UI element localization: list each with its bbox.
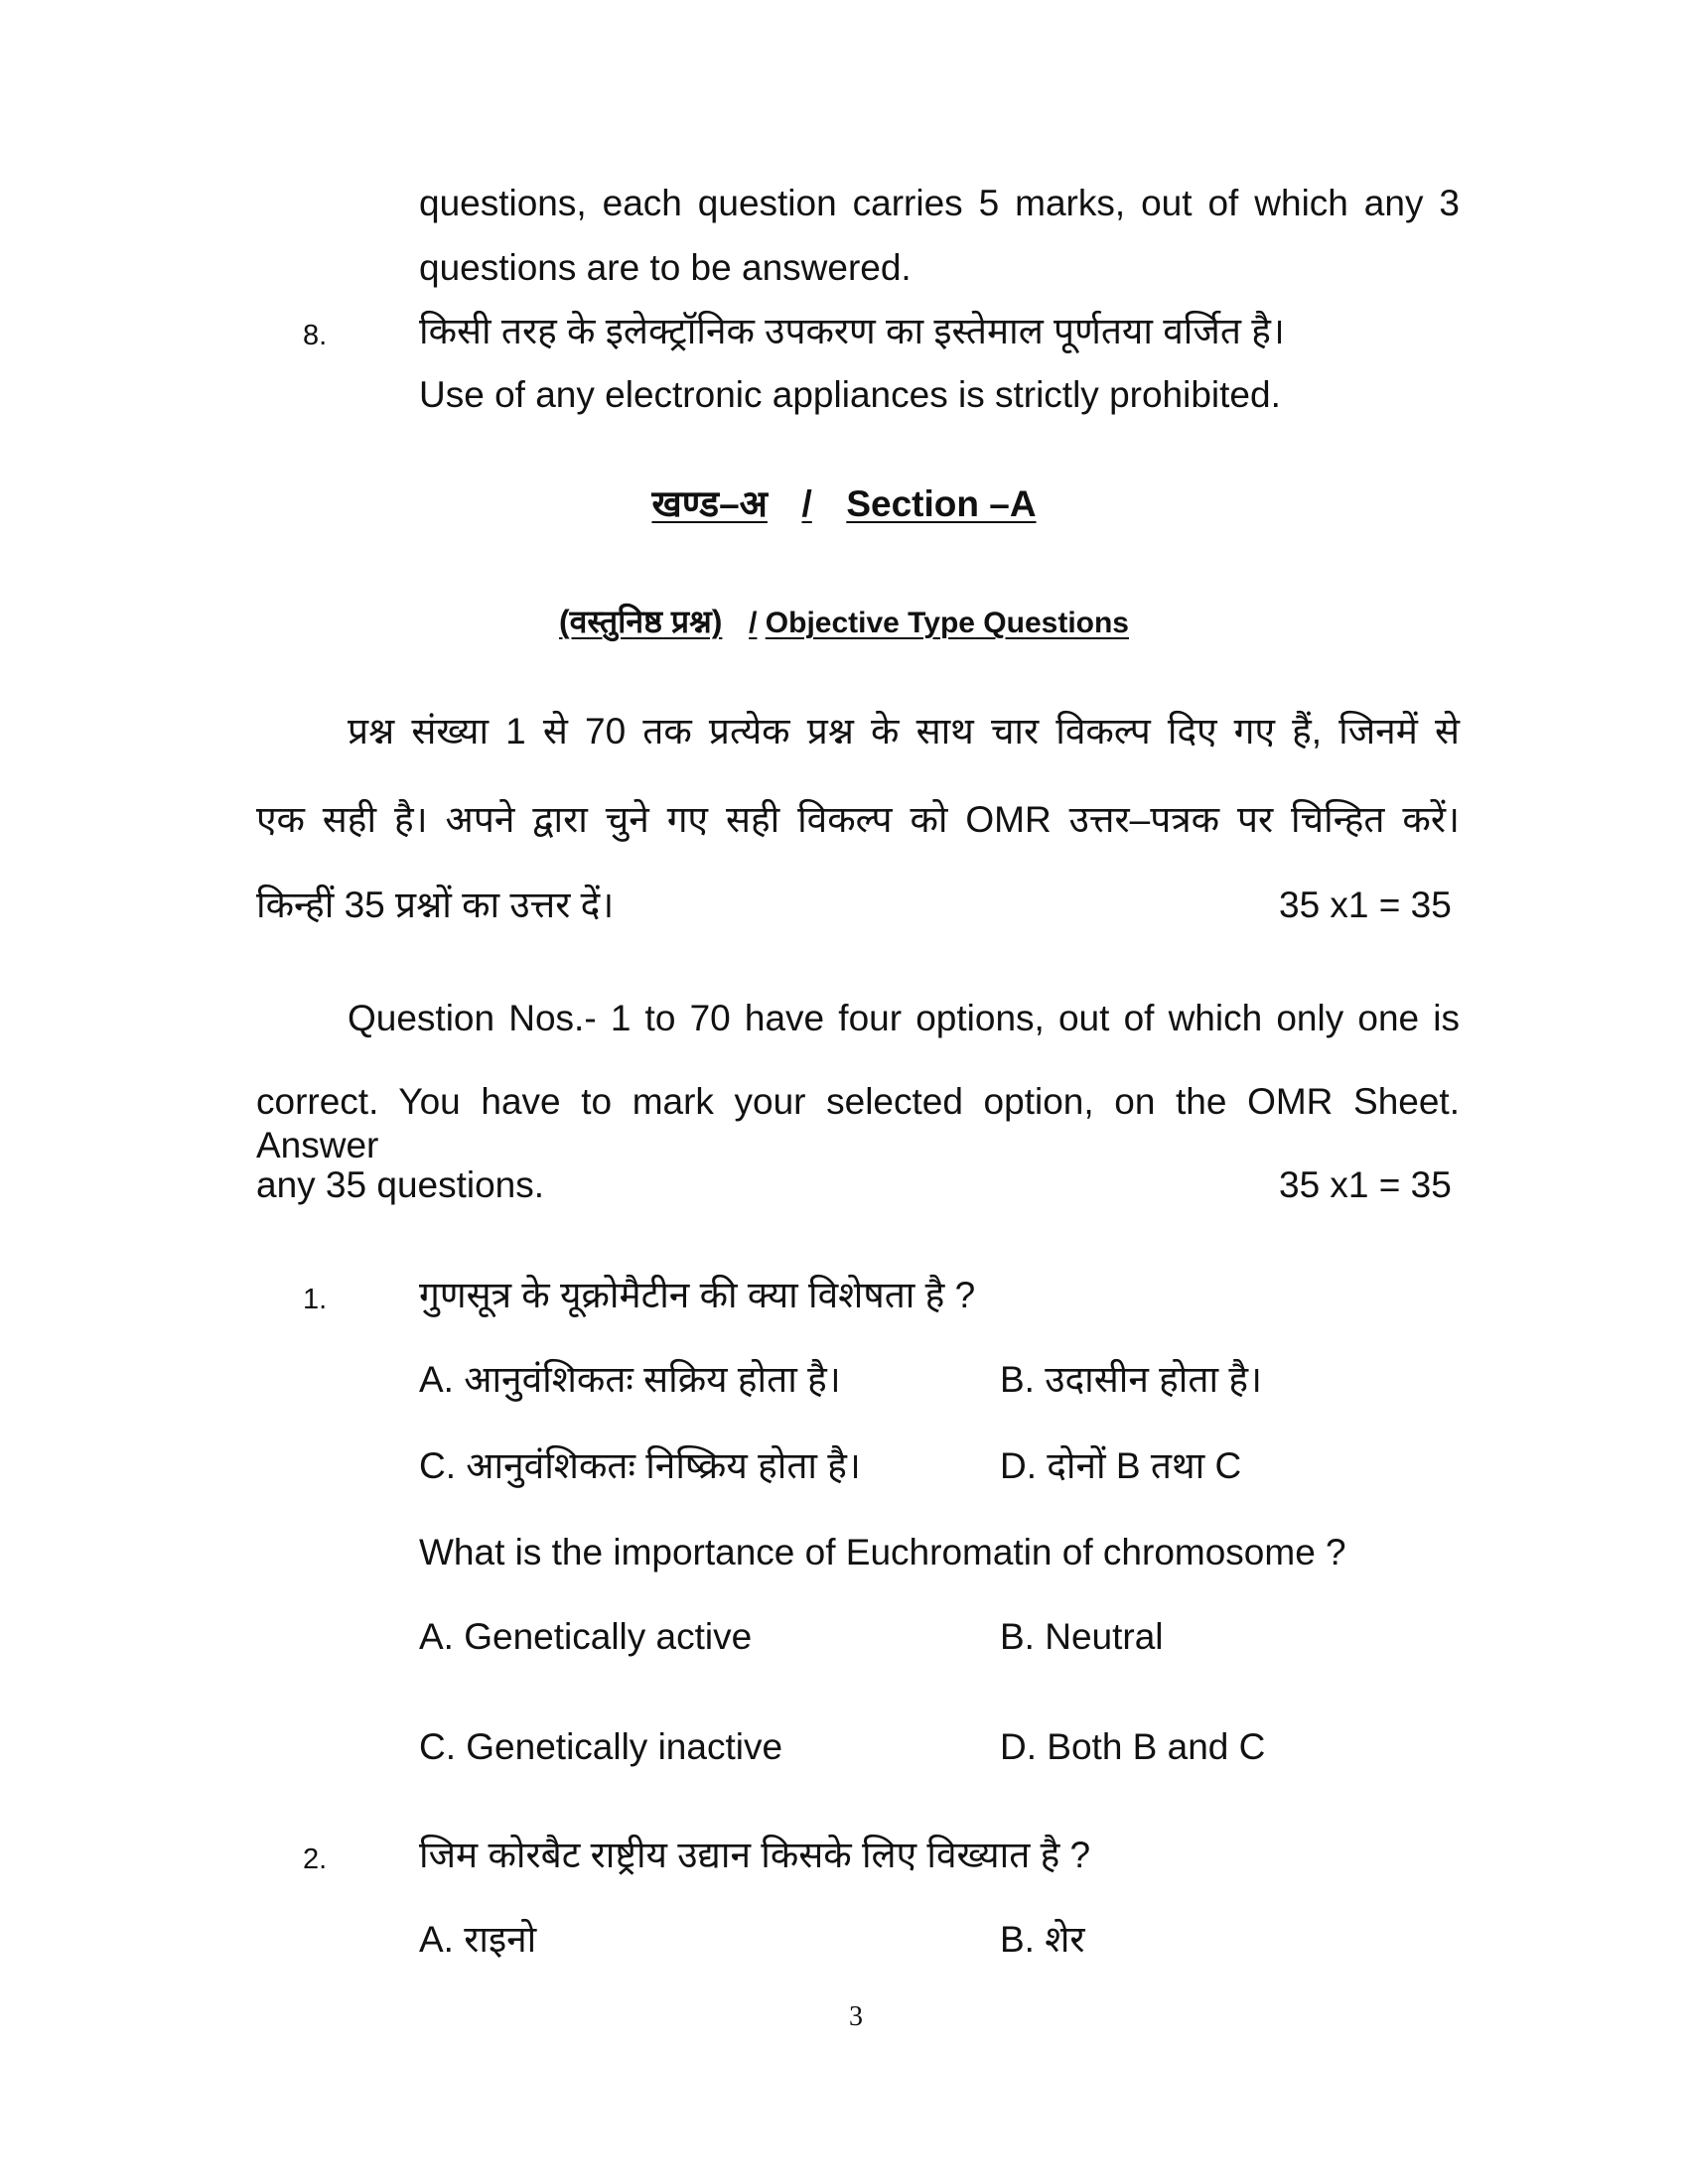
instruction-hindi: किसी तरह के इलेक्ट्रॉनिक उपकरण का इस्तेमाल पूर्णतया वर्जित है। [419,311,1285,351]
option-b-hindi: B. उदासीन होता है। [1000,1359,1263,1400]
section-title-hindi: खण्ड–अ [651,483,768,524]
instruction-continuation-line1: questions, each question carries 5 marks, out of which any 3 [419,183,1460,223]
section-title [0,482,1688,526]
directions-english-line2: correct. You have to mark your selected option, on the OMR Sheet. Answer [256,1081,1460,1165]
page-number: 3 [849,2001,863,2032]
option-a-english: A. Genetically active [419,1616,753,1657]
section-subtitle [0,600,1688,645]
option-c-english: C. Genetically inactive [419,1726,783,1767]
option-d-english: D. Both B and C [1000,1726,1266,1767]
question-text-english: What is the importance of Euchromatin of chromosome ? [419,1532,1346,1572]
option-d-hindi: D. दोनों B तथा C [1000,1445,1242,1486]
section-title-separator: / [801,483,812,524]
option-c-hindi: C. आनुवंशिकतः निष्क्रिय होता है। [419,1445,861,1486]
section-subtitle-english: Objective Type Questions [765,607,1129,639]
directions-english-marks: 35 x1 = 35 [1279,1164,1452,1205]
question-text-hindi: जिम कोरबैट राष्ट्रीय उद्यान किसके लिए विख्यात है ? [419,1835,1091,1875]
section-subtitle-hindi: (वस्तुनिष्ठ प्रश्न) [558,604,723,639]
question-number: 2. [303,1843,328,1875]
directions-english-line1: Question Nos.- 1 to 70 have four options, out of which only one is [348,998,1460,1038]
question-text-hindi: गुणसूत्र के यूक्रोमैटीन की क्या विशेषता है ? [419,1275,976,1315]
directions-hindi-marks: 35 x1 = 35 [1279,885,1452,925]
section-title-english: Section –A [846,483,1037,524]
option-a-hindi: A. आनुवंशिकतः सक्रिय होता है। [419,1359,841,1400]
instruction-continuation-line2: questions are to be answered. [419,247,912,288]
directions-english-line3: any 35 questions. [256,1164,545,1205]
instruction-english: Use of any electronic appliances is strictly prohibited. [419,374,1281,415]
instruction-number: 8. [303,320,328,351]
directions-hindi-line3: किन्हीं 35 प्रश्नों का उत्तर दें। [256,885,615,925]
option-b-english: B. Neutral [1000,1616,1164,1657]
directions-hindi-line2: एक सही है। अपने द्वारा चुने गए सही विकल्प को OMR उत्तर–पत्रक पर चिन्हित करें। [256,799,1460,840]
section-subtitle-separator: / [749,607,758,639]
question-number: 1. [303,1284,328,1315]
option-b-hindi: B. शेर [1000,1919,1085,1960]
option-a-hindi: A. राइनो [419,1919,537,1960]
directions-hindi-line1: प्रश्न संख्या 1 से 70 तक प्रत्येक प्रश्न के साथ चार विकल्प दिए गए हैं, जिनमें से [348,711,1460,751]
